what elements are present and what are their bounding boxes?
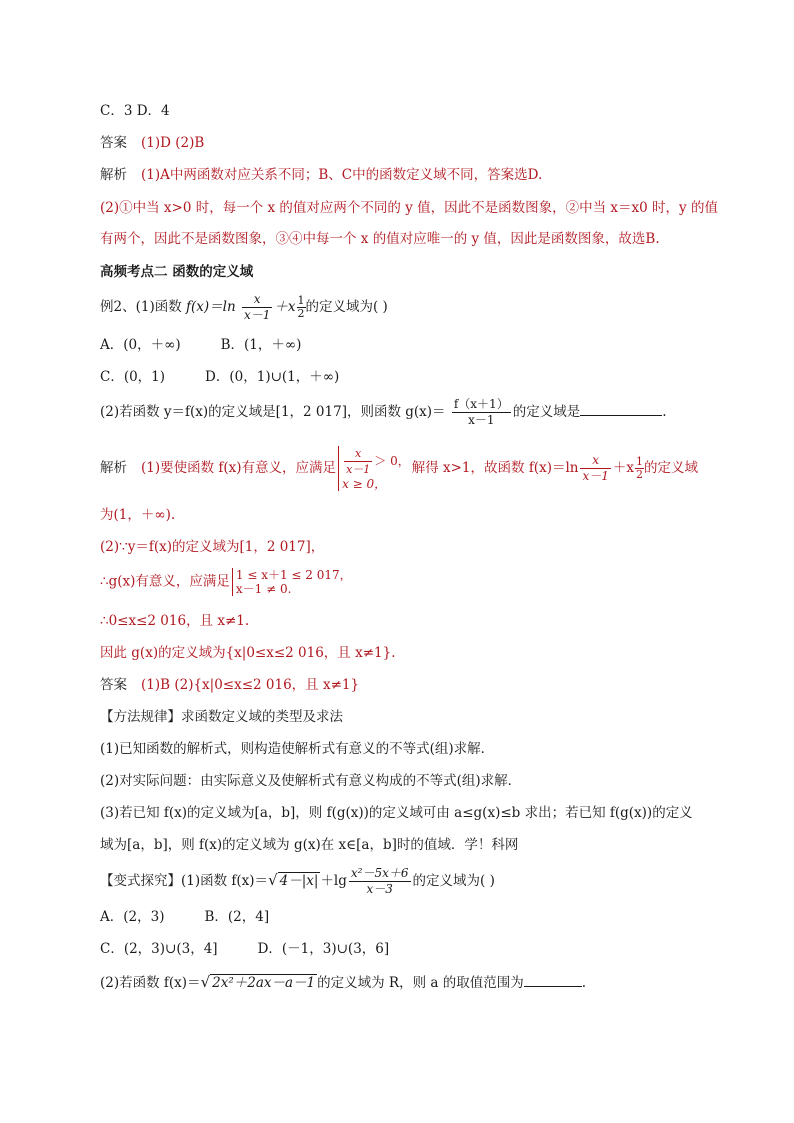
answer-blank[interactable] [524,972,582,987]
sqrt-icon: √ [268,871,278,889]
variant-prefix: 【变式探究】(1)函数 f(x)＝ [100,873,269,889]
system-row-1: 1 ≤ x＋1 ≤ 2 017， [235,568,352,582]
analysis-2-line-3: (2)∵y＝f(x)的定义域为[1，2 017]， [100,539,325,555]
method-item-3-cont: 域为[a，b]，则 f(x)的定义域为 g(x)在 x∈[a，b]时的值域．学！科网 [100,837,519,853]
option-b: B．(1，＋∞) [220,337,302,353]
answer-blank[interactable] [580,401,662,416]
function-expression: f(x)＝ln [186,299,236,315]
answer-text: (1)D (2)B [141,135,205,151]
fraction [344,446,372,477]
system-row-1 [342,446,410,477]
exponent-fraction [297,295,306,320]
plus-term: ＋x [612,460,635,476]
variant-question-2 [100,972,586,992]
analysis-2-line-4-text: ∴g(x)有意义，应满足 [100,573,230,590]
exponent-numerator: 1 [636,455,644,468]
option-a: A．(2，3) [100,909,165,925]
method-item-2: (2)对实际问题：由实际意义及使解析式有意义构成的不等式(组)求解． [100,773,522,789]
analysis-2-text-a: (1)要使函数 f(x)有意义，应满足 [141,460,337,476]
answer-text: (1)B (2){x|0≤x≤2 016，且 x≠1} [141,677,360,693]
example-2-question-1 [100,292,388,323]
fraction-numerator: x [344,446,372,462]
example-2-question-2 [100,397,667,428]
option-d: D．(－1，3)∪(3，6] [257,941,390,957]
variant-suffix: 的定义域为( ) [412,873,495,889]
fraction-numerator: x [242,292,272,308]
variant-options-a-b [100,908,269,926]
fraction [580,453,610,484]
exponent-fraction [635,456,644,481]
variant-options-c-d [100,940,389,958]
variant-2-suffix: 的定义域为 R，则 a 的取值范围为 [317,975,524,991]
period: . [581,975,587,991]
question-2-prefix: (2)若函数 y＝f(x)的定义域是[1，2 017]，则函数 g(x)＝ [100,404,446,420]
option-d: D．(0，1)∪(1，＋∞) [205,369,340,385]
analysis-1-line-3: 有两个，因此不是函数图象，③④中每一个 x 的值对应唯一的 y 值，因此是函数图象，故选B. [100,231,660,247]
option-a: A．(0，＋∞) [100,337,181,353]
analysis-label: 解析 [100,460,127,476]
analysis-2-text-c: 的定义域 [644,460,699,476]
inequality-system-2 [232,568,352,596]
fraction-denominator: x－1 [346,463,371,476]
options-c-d-line-2 [100,368,339,386]
analysis-2-body [141,447,699,491]
inequality-system [338,446,410,491]
analysis-2-line [100,446,698,491]
analysis-2-text-b: 解得 x>1，故函数 f(x)＝ln [411,460,579,476]
question-2-suffix: 的定义域是 [512,404,581,420]
exponent-denominator: 2 [297,307,305,320]
fraction [242,292,272,323]
analysis-2-line-2: 为(1，＋∞). [100,507,176,523]
fraction-denominator: x－1 [243,308,271,322]
question-suffix: 的定义域为( ) [305,299,388,315]
analysis-2-line-6: 因此 g(x)的定义域为{x|0≤x≤2 016，且 x≠1}. [100,645,396,661]
variant-2-prefix: (2)若函数 f(x)＝ [100,975,201,991]
answer-label: 答案 [100,135,127,151]
answer-2-line [100,676,359,694]
analysis-1-line-2: (2)①中当 x>0 时，每一个 x 的值对应两个不同的 y 值，因此不是函数图象，②中当 x＝x0 时，y 的值 [100,200,718,216]
plus-term: ＋x [274,299,296,315]
options-a-b-line [100,336,301,354]
analysis-text: (1)A中两函数对应关系不同；B、C中的函数定义域不同，答案选D. [141,167,543,183]
fraction-denominator: x－3 [366,882,393,896]
options-c-d-line: C．3 D．4 [100,103,170,119]
method-item-1: (1)已知函数的解析式，则构造使解析式有意义的不等式(组)求解． [100,741,495,757]
analysis-2-line-5: ∴0≤x≤2 016，且 x≠1. [100,613,250,629]
fraction-numerator: x [580,453,610,469]
answer-label: 答案 [100,677,127,693]
option-c: C．(0，1) [100,369,166,385]
option-b: B．(2，4] [204,909,270,925]
example-prefix: 例2、(1)函数 [100,299,182,315]
analysis-label: 解析 [100,167,127,183]
sqrt-content: 4－|x| [279,873,319,889]
sqrt-icon: √ [200,973,211,991]
variant-question-1 [100,866,495,897]
method-title: 【方法规律】求函数定义域的类型及求法 [100,709,343,725]
exponent-denominator: 2 [636,468,644,481]
system-row-1-text: ＞ 0， [374,454,410,468]
fraction-denominator: x－1 [582,469,609,483]
system-row-2: x ≥ 0， [342,477,387,491]
fraction [349,866,411,897]
analysis-2-line-4 [100,568,354,596]
section-heading: 高频考点二 函数的定义域 [100,264,254,280]
sqrt-content: 2x²＋2ax－a－1 [212,975,316,991]
lg-term: ＋lg [320,873,347,889]
answer-1-line [100,134,204,152]
fraction [452,397,511,428]
system-row-2: x－1 ≠ 0. [235,582,292,596]
option-c: C．(2，3)∪(3，4] [100,941,218,957]
exponent-numerator: 1 [297,294,305,307]
fraction-denominator: x－1 [468,413,495,427]
method-item-3: (3)若已知 f(x)的定义域为[a，b]，则 f(g(x))的定义域可由 a≤g(x)≤b 求出；若已知 f(g(x))的定义 [100,805,693,821]
analysis-1-line [100,166,542,184]
fraction-numerator: f（x＋1） [453,397,509,411]
fraction-numerator: x²－5x＋6 [350,866,409,880]
period: . [662,404,667,420]
